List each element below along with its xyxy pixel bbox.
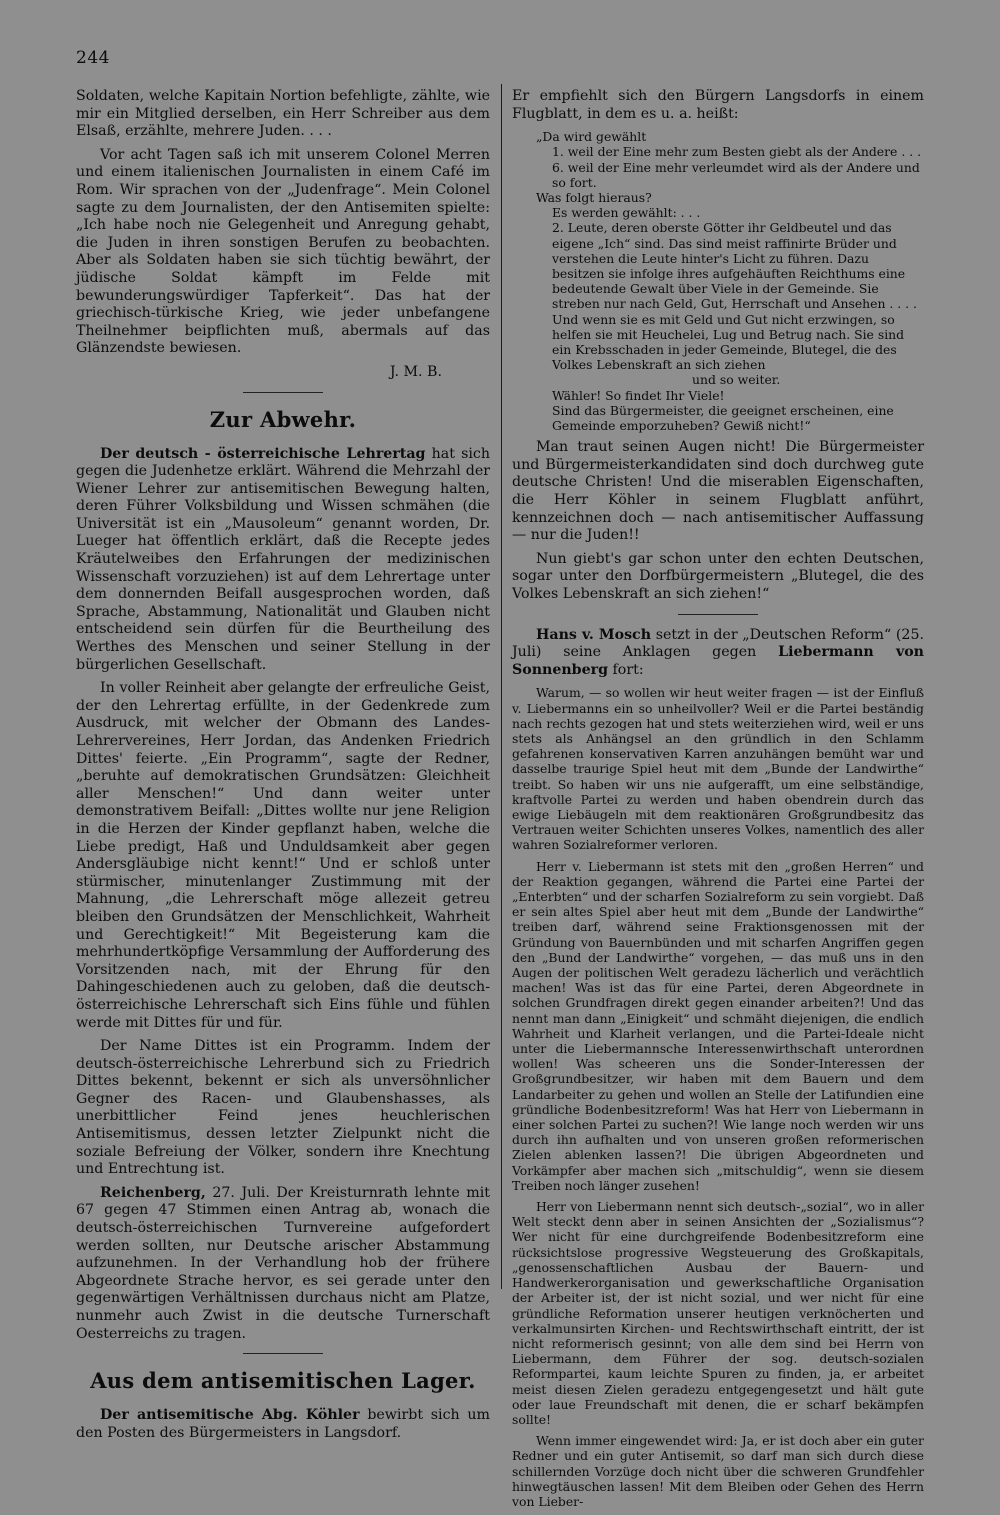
- flyer-quote: [512, 129, 924, 433]
- emphasis-text: Liebermann von Sonnenberg: [512, 644, 924, 678]
- lead-text: Der deutsch - österreichische Lehrertag: [100, 445, 426, 462]
- quote-line: Wähler! So findet Ihr Viele!: [552, 387, 725, 403]
- quote-line: Sind das Bürgermeister, die geeignet erscheinen, eine Gemeinde emporzuheben? Gewiß nicht!“: [552, 402, 894, 434]
- paragraph: [512, 627, 924, 680]
- lead-text: Der antisemitische Abg. Köhler: [100, 1407, 360, 1424]
- quote-line: 1. weil der Eine mehr zum Besten giebt als der Andere . . .: [552, 144, 922, 160]
- paragraph: Soldaten, welche Kapitain Nortion befehligte, zählte, wie mir ein Mitglied derselben, ein Herr Schreiber aus dem Elsaß, erzählte, mehrere Juden. . . .: [76, 88, 490, 140]
- section-heading: Aus dem antisemitischen Lager.: [90, 1368, 476, 1394]
- section-heading: Zur Abwehr.: [209, 406, 357, 432]
- left-column: [76, 88, 490, 1448]
- quote-line: und so weiter.: [692, 372, 781, 388]
- right-column: [512, 88, 924, 1515]
- column-divider: [501, 84, 502, 1289]
- paragraph: Herr v. Liebermann ist stets mit den „großen Herren“ und der Reaktion gegangen, während die Partei eine Partei der „Enterbten“ und der scharfen Sozialreform zu sein vorgiebt. Daß er sein altes Spiel aber heut mit dem „Bunde der Landwirthe“ treiben darf, während seine Fraktionsgenossen mit der Gründung von Bauernbünden und mit scharfen Angriffen gegen den „Bund der Landwirthe“ vorgehen, — das muß uns in den Augen der politischen Welt geradezu lächerlich und verächtlich machen! Was ist das für eine Partei, deren Abgeordnete in solchen Grundfragen direkt gegen einander arbeiten?! Und das nennt man dann „Einigkeit“ und schmäht diejenigen, die endlich Wahrheit und Klarheit verlangen, und die Partei-Ideale nicht unter die Liebermannsche Interessenwirthschaft unterordnen wollen! Was scheeren uns die Sonder-Interessen der Großgrundbesitzer, wir haben mit dem Bauern und dem Landarbeiter zu gehen und wollen an Stelle der Latifundien eine gründliche Bodenbesitzreform! Was hat Herr von Liebermann in einer solchen Partei zu suchen?! Wie lange noch werden wir uns durch ihn aufhalten und von unseren großen reformerischen Zielen ablenken lassen?! Die übrigen Abgeordneten und Vorkämpfer aber machen sich „mitschuldig“, wenn sie diesem Treiben noch länger zusehen!: [512, 858, 924, 1193]
- quote-line: Es werden gewählt: . . .: [552, 205, 701, 221]
- paragraph: [76, 1407, 490, 1442]
- paragraph: Man traut seinen Augen nicht! Die Bürgermeister und Bürgermeisterkandidaten sind doch durchweg gute deutsche Christen! Und die miserablen Eigenschaften, die Herr Köhler in seinem Flugblatt anführt, kennzeichnen doch — nach antisemitischer Auffassung — nur die Juden!!: [512, 439, 924, 544]
- section-divider: [678, 614, 758, 615]
- page-number: 244: [76, 48, 110, 68]
- paragraph: [76, 446, 490, 675]
- quote-line: „Da wird gewählt: [536, 129, 647, 145]
- paragraph: Vor acht Tagen saß ich mit unserem Colonel Merren und einem italienischen Journalisten in einem Café im Rom. Wir sprachen von der „Judenfrage“. Mein Colonel sagte zu dem Journalisten, der den Antisemiten spielte: „Ich habe noch nie Gelegenheit und Anregung gehabt, die Juden in ihren sonstigen Berufen zu beobachten. Aber als Soldaten haben sie sich tüchtig bewährt, der jüdische Soldat kämpft im Felde mit bewunderungswürdiger Tapferkeit“. Das hat der griechisch-türkische Krieg, wie jeder unbefangene Theilnehmer beipflichten muß, abermals auf das Glänzendste bewiesen.: [76, 146, 490, 357]
- paragraph: Er empfiehlt sich den Bürgern Langsdorfs in einem Flugblatt, in dem es u. a. heißt:: [512, 88, 924, 122]
- quote-line: 2. Leute, deren oberste Götter ihr Geldbeutel und das eigene „Ich“ sind. Das sind meist raffinirte Brüder und verstehen die Leute hinter's Licht zu führen. Dazu besitzen sie infolge ihres aufgehäuften Reichthums eine bedeutende Gewalt über Viele in der Gemeinde. Sie streben nur nach Geld, Gut, Herrschaft und Ansehen . . . . Und wenn sie es mit Geld und Gut nicht erzwingen, so helfen sie mit Heuchelei, Lug und Betrug nach. Sie sind ein Krebsschaden in jeder Gemeinde, Blutegel, die des Volkes Lebenskraft an sich ziehen: [552, 220, 917, 373]
- lead-text: Hans v. Mosch: [536, 626, 652, 643]
- paragraph: Warum, — so wollen wir heut weiter fragen — ist der Einfluß v. Liebermanns ein so unheilvoller? Weil er die Partei beständig nach rechts gezogen hat und stets weiterziehen wird, weil er uns stets als Anhängsel an den gründlich in den Schlamm gefahrenen konservativen Karren anzuhängen bemüht war und dasselbe traurige Spiel heut mit dem „Bunde der Landwirthe“ treibt. So haben wir uns nie aufgerafft, um eine selbständige, kraftvolle Partei zu werden und haben obendrein durch das ewige Liebäugeln mit dem reaktionären Großgrundbesitz das Vertrauen weiter Schichten unseres Volkes, namentlich des aller wahren Sozialreformer verloren.: [512, 685, 924, 853]
- signature: J. M. B.: [389, 363, 442, 380]
- reform-quote: [512, 685, 924, 1509]
- lead-text: Reichenberg,: [100, 1184, 206, 1201]
- paragraph-text: hat sich gegen die Judenhetze erklärt. Während die Mehrzahl der Wiener Lehrer zur antisemitischen Bewegung halten, deren Führer Volksbildung und Wissen schmähen (die Universität ist ein „Mausoleum“ genannt worden, Dr. Lueger hat öffentlich erklärt, daß die Recepte jedes Kräutelweibes den Erfahrungen der medizinischen Wissenschaft vorzuziehen) ist auf dem Lehrertage unter dem donnernden Beifall ausgesprochen worden, daß Sprache, Abstammung, Nationalität und Glauben nicht entscheidend sein dürfen für die Beurtheilung des Werthes des Menschen und seiner Stellung in der bürgerlichen Gesellschaft.: [76, 445, 490, 673]
- quote-line: Was folgt hieraus?: [536, 190, 652, 205]
- section-divider: [243, 392, 323, 393]
- paragraph: Herr von Liebermann nennt sich deutsch-„sozial“, wo in aller Welt steckt denn aber in seinen Ansichten der „Sozialismus“? Wer nicht für eine durchgreifende Bodenbesitzreform eine rücksichtslose progressive Wegsteuerung des Großkapitals, „genossenschaftlichen Ausbau der Bauern- und Handwerkerorganisation und gewerkschaftliche Organisation der Arbeiter ist, der ist nicht sozial, und wer nicht für eine gründliche Reformation unserer heutigen verknöcherten und verkalmunsirten Kirchen- und Rechtswirthschaft eintritt, der ist nicht reformerisch gesinnt; von alle dem sind bei Herrn von Liebermann, dem Führer der sog. deutsch-sozialen Reformpartei, kaum leichte Spuren zu finden, ja, er arbeitet meist diesen Zielen geradezu entgegengesetzt und hält gute oder laue Freundschaft mit denen, die er scharf bekämpfen sollte!: [512, 1199, 924, 1427]
- paragraph: Der Name Dittes ist ein Programm. Indem der deutsch-österreichische Lehrerbund sich zu Friedrich Dittes bekennt, bekennt er sich als unversöhnlicher Gegner des Racen- und Glaubenshasses, als unerbittlicher Feind jenes heuchlerischen Antisemitismus, dessen letzter Zielpunkt nicht die soziale Befreiung der Völker, sondern ihre Knechtung und Entrechtung ist.: [76, 1038, 490, 1178]
- paragraph-text: setzt in der „Deutschen Reform“ (25. Juli) seine Anklagen gegen: [512, 626, 924, 661]
- paragraph: Nun giebt's gar schon unter den echten Deutschen, sogar unter den Dorfbürgermeistern „Blutegel, die des Volkes Lebenskraft an sich ziehen!“: [512, 550, 924, 602]
- section-divider: [243, 1353, 323, 1354]
- paragraph-text: 27. Juli. Der Kreisturnrath lehnte mit 67 gegen 47 Stimmen einen Antrag ab, wonach die deutsch-österreichischen Turnvereine aufgefordert werden sollten, nur Deutsche arischer Abstammung aufzunehmen. In der Verhandlung hob der frühere Abgeordnete Strache hervor, es sei gerade unter den gegenwärtigen Verhältnissen durchaus nicht am Platze, nunmehr auch Zwist in die deutsche Turnerschaft Oesterreichs zu tragen.: [76, 1184, 490, 1342]
- quote-line: 6. weil der Eine mehr verleumdet wird als der Andere und so fort.: [552, 159, 920, 190]
- paragraph: Wenn immer eingewendet wird: Ja, er ist doch aber ein guter Redner und ein guter Antisemit, so darf man sich durch diese schillernden Vorzüge doch nicht über die schweren Grundfehler hinwegtäuschen lassen! Mit dem Bleiben oder Gehen des Herrn von Lieber-: [512, 1433, 924, 1509]
- paragraph: In voller Reinheit aber gelangte der erfreuliche Geist, der den Lehrertag erfüllte, in der Gedenkrede zum Ausdruck, mit welcher der Obmann des Landes-Lehrervereines, Herr Jordan, das Andenken Friedrich Dittes' feierte. „Ein Programm“, sagte der Redner, „beruhte auf demokratischen Grundsätzen: Gleichheit aller Menschen!“ Und dann weiter unter demonstrativem Beifall: „Dittes wollte nur jene Religion in die Herzen der Kinder gepflanzt haben, welche die Liebe predigt, Haß und Unduldsamkeit aber gegen Andersgläubige nicht kennt!“ Und er schloß unter stürmischer, minutenlanger Zustimmung mit der Mahnung, „die Lehrerschaft möge allezeit getreu bleiben den Grundsätzen der Menschlichkeit, Wahrheit und Gerechtigkeit!“ Mit Begeisterung kam die mehrhundertköpfige Versammlung der Aufforderung des Vorsitzenden nach, mit der Ehrung für den Dahingeschiedenen auch zu geloben, daß die deutsch-österreichische Lehrerschaft sich Eins fühle und fühlen werde mit Dittes für und für.: [76, 680, 490, 1031]
- paragraph-text: fort:: [612, 661, 644, 678]
- paragraph: [76, 1185, 490, 1343]
- paragraph-text: bewirbt sich um den Posten des Bürgermeisters in Langsdorf.: [76, 1407, 491, 1441]
